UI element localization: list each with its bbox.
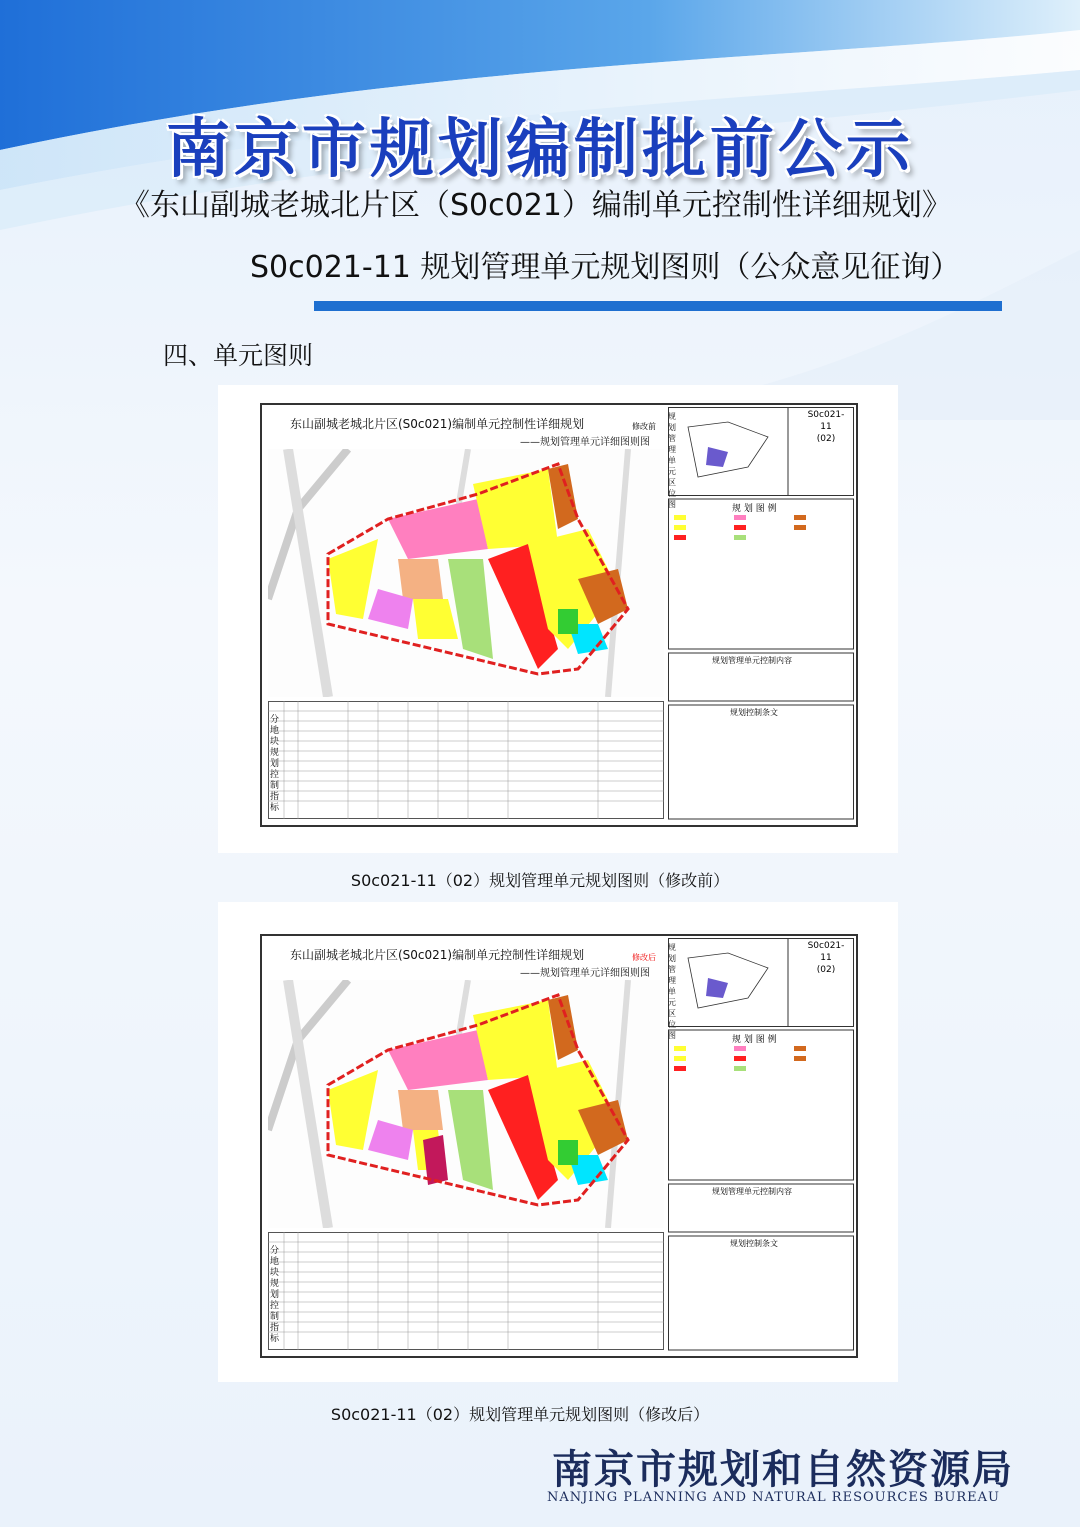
caption-after: S0c021-11（02）规划管理单元规划图则（修改后） <box>330 1405 710 1424</box>
sheet-right-panel <box>668 407 854 821</box>
location-map-label: 规划管理单元区位图 <box>668 943 676 1040</box>
land-use-map <box>268 449 664 697</box>
revision-label: 修改前 <box>632 422 656 431</box>
sheet-frame <box>260 934 858 1358</box>
sheet-subtitle: ——规划管理单元详细图则图 <box>520 437 650 448</box>
right-panel-graphic <box>668 938 854 1352</box>
legend-title: 规 划 图 例 <box>732 1035 777 1045</box>
sheet-frame <box>260 403 858 827</box>
control-content-title: 规划管理单元控制内容 <box>712 1187 792 1196</box>
unit-subtitle: S0c021-11 规划管理单元规划图则（公众意见征询） <box>250 250 961 285</box>
control-terms-title: 规划控制条文 <box>730 1239 778 1248</box>
plan-subtitle: 《东山副城老城北片区（S0c021）编制单元控制性详细规划》 <box>120 188 952 223</box>
header-divider <box>314 301 1002 311</box>
control-content-title: 规划管理单元控制内容 <box>712 656 792 665</box>
location-map-label: 规划管理单元区位图 <box>668 412 676 509</box>
control-index-table-grid <box>268 1232 664 1350</box>
bureau-name-english: NANJING PLANNING AND NATURAL RESOURCES BUREAU <box>546 1490 1000 1505</box>
legend-title: 规 划 图 例 <box>732 504 777 514</box>
control-terms-title: 规划控制条文 <box>730 708 778 717</box>
sheet-right-panel <box>668 938 854 1352</box>
unit-code: S0c021-11 (02) <box>807 941 845 975</box>
page-title: 南京市规划编制批前公示 <box>166 112 914 187</box>
plan-sheet-before <box>218 385 898 853</box>
section-heading: 四、单元图则 <box>163 341 314 370</box>
land-use-map <box>268 980 664 1228</box>
land-use-map-graphic <box>268 449 664 697</box>
table-vertical-label: 分地块规划控制指标 <box>270 1246 280 1344</box>
control-index-table <box>268 1232 664 1350</box>
sheet-subtitle: ——规划管理单元详细图则图 <box>520 968 650 979</box>
sheet-title: 东山副城老城北片区(S0c021)编制单元控制性详细规划 <box>290 948 585 962</box>
control-index-table <box>268 701 664 819</box>
control-index-table-grid <box>268 701 664 819</box>
unit-code: S0c021-11 (02) <box>807 410 845 444</box>
bureau-name: 南京市规划和自然资源局 <box>552 1446 1014 1493</box>
revision-label: 修改后 <box>632 953 656 962</box>
sheet-title: 东山副城老城北片区(S0c021)编制单元控制性详细规划 <box>290 417 585 431</box>
caption-before: S0c021-11（02）规划管理单元规划图则（修改前） <box>350 871 730 890</box>
land-use-map-graphic <box>268 980 664 1228</box>
table-vertical-label: 分地块规划控制指标 <box>270 715 280 813</box>
plan-sheet-after <box>218 902 898 1382</box>
right-panel-graphic <box>668 407 854 821</box>
